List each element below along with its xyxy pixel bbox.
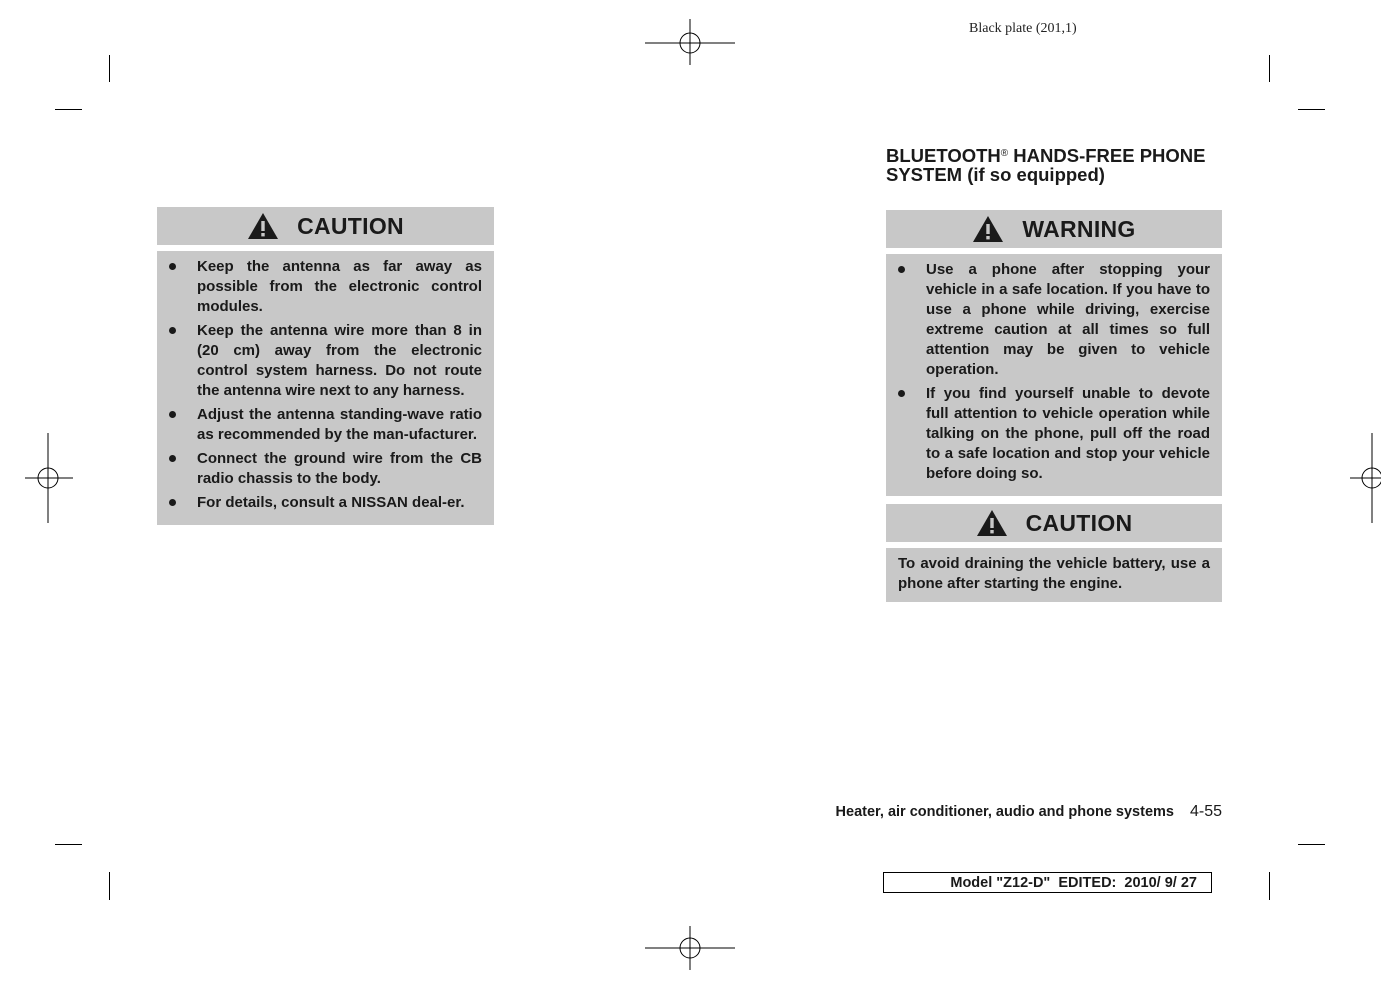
caution-header bbox=[157, 207, 494, 245]
crop-mark bbox=[109, 55, 110, 82]
crop-mark bbox=[55, 109, 82, 110]
bullet-icon bbox=[169, 327, 176, 334]
model-edited-label: Model "Z12-D" EDITED: 2010/ 9/ 27 bbox=[883, 872, 1212, 893]
list-item: For details, consult a NISSAN deal-er. bbox=[169, 493, 482, 513]
caution-title: CAUTION bbox=[297, 212, 404, 239]
bullet-icon bbox=[898, 266, 905, 273]
list-item: Connect the ground wire from the CB radio chassis to the body. bbox=[169, 449, 482, 489]
warning-body bbox=[886, 254, 1222, 496]
registered-mark: ® bbox=[1000, 148, 1009, 159]
caution-body bbox=[157, 251, 494, 525]
warning-list bbox=[898, 260, 1210, 484]
list-item: Use a phone after stopping your vehicle in a safe location. If you have to use a phone while driving, exercise extreme caution at all times so full attention may be given to vehicle operation. bbox=[898, 260, 1210, 380]
bullet-icon bbox=[898, 390, 905, 397]
crop-mark bbox=[55, 844, 82, 845]
plate-label: Black plate (201,1) bbox=[969, 21, 1077, 36]
caution-header bbox=[886, 504, 1222, 542]
page-footer bbox=[800, 803, 1222, 821]
registration-mark-top bbox=[645, 0, 735, 90]
warning-triangle-icon bbox=[972, 215, 1004, 243]
crop-mark bbox=[1269, 872, 1270, 900]
right-caution-box bbox=[886, 504, 1222, 602]
caution-title: CAUTION bbox=[1025, 509, 1133, 536]
bullet-icon bbox=[169, 455, 176, 462]
crop-mark bbox=[1269, 55, 1270, 82]
caution-body bbox=[886, 548, 1222, 602]
section-heading: BLUETOOTH® HANDS-FREE PHONE SYSTEM (if so equipped) bbox=[886, 145, 1206, 185]
registration-mark-right bbox=[1328, 433, 1381, 523]
left-caution-box bbox=[157, 207, 494, 525]
list-item: Keep the antenna wire more than 8 in (20 cm) away from the electronic control system harness. Do not route the antenna wire next to any harness. bbox=[169, 321, 482, 401]
registration-mark-left bbox=[5, 433, 95, 523]
warning-box bbox=[886, 210, 1222, 496]
caution-list bbox=[169, 257, 482, 513]
crop-mark bbox=[1298, 844, 1325, 845]
caution-text: To avoid draining the vehicle battery, use a phone after starting the engine. bbox=[898, 555, 1210, 592]
warning-header bbox=[886, 210, 1222, 248]
bullet-icon bbox=[169, 263, 176, 270]
page-number: 4-55 bbox=[1189, 803, 1222, 820]
crop-mark bbox=[109, 872, 110, 900]
list-item: If you find yourself unable to devote full attention to vehicle operation while talking on the phone, pull off the road to a safe location and stop your vehicle before doing so. bbox=[898, 384, 1210, 484]
crop-mark bbox=[1298, 109, 1325, 110]
warning-triangle-icon bbox=[976, 509, 1008, 537]
bullet-icon bbox=[169, 411, 176, 418]
list-item: Keep the antenna as far away as possible from the electronic control modules. bbox=[169, 257, 482, 317]
bullet-icon bbox=[169, 499, 176, 506]
warning-triangle-icon bbox=[247, 212, 279, 240]
registration-mark-bottom bbox=[645, 904, 735, 994]
footer-section-title: Heater, air conditioner, audio and phone systems bbox=[835, 804, 1174, 820]
list-item: Adjust the antenna standing-wave ratio as recommended by the man-ufacturer. bbox=[169, 405, 482, 445]
warning-title: WARNING bbox=[1022, 215, 1136, 242]
